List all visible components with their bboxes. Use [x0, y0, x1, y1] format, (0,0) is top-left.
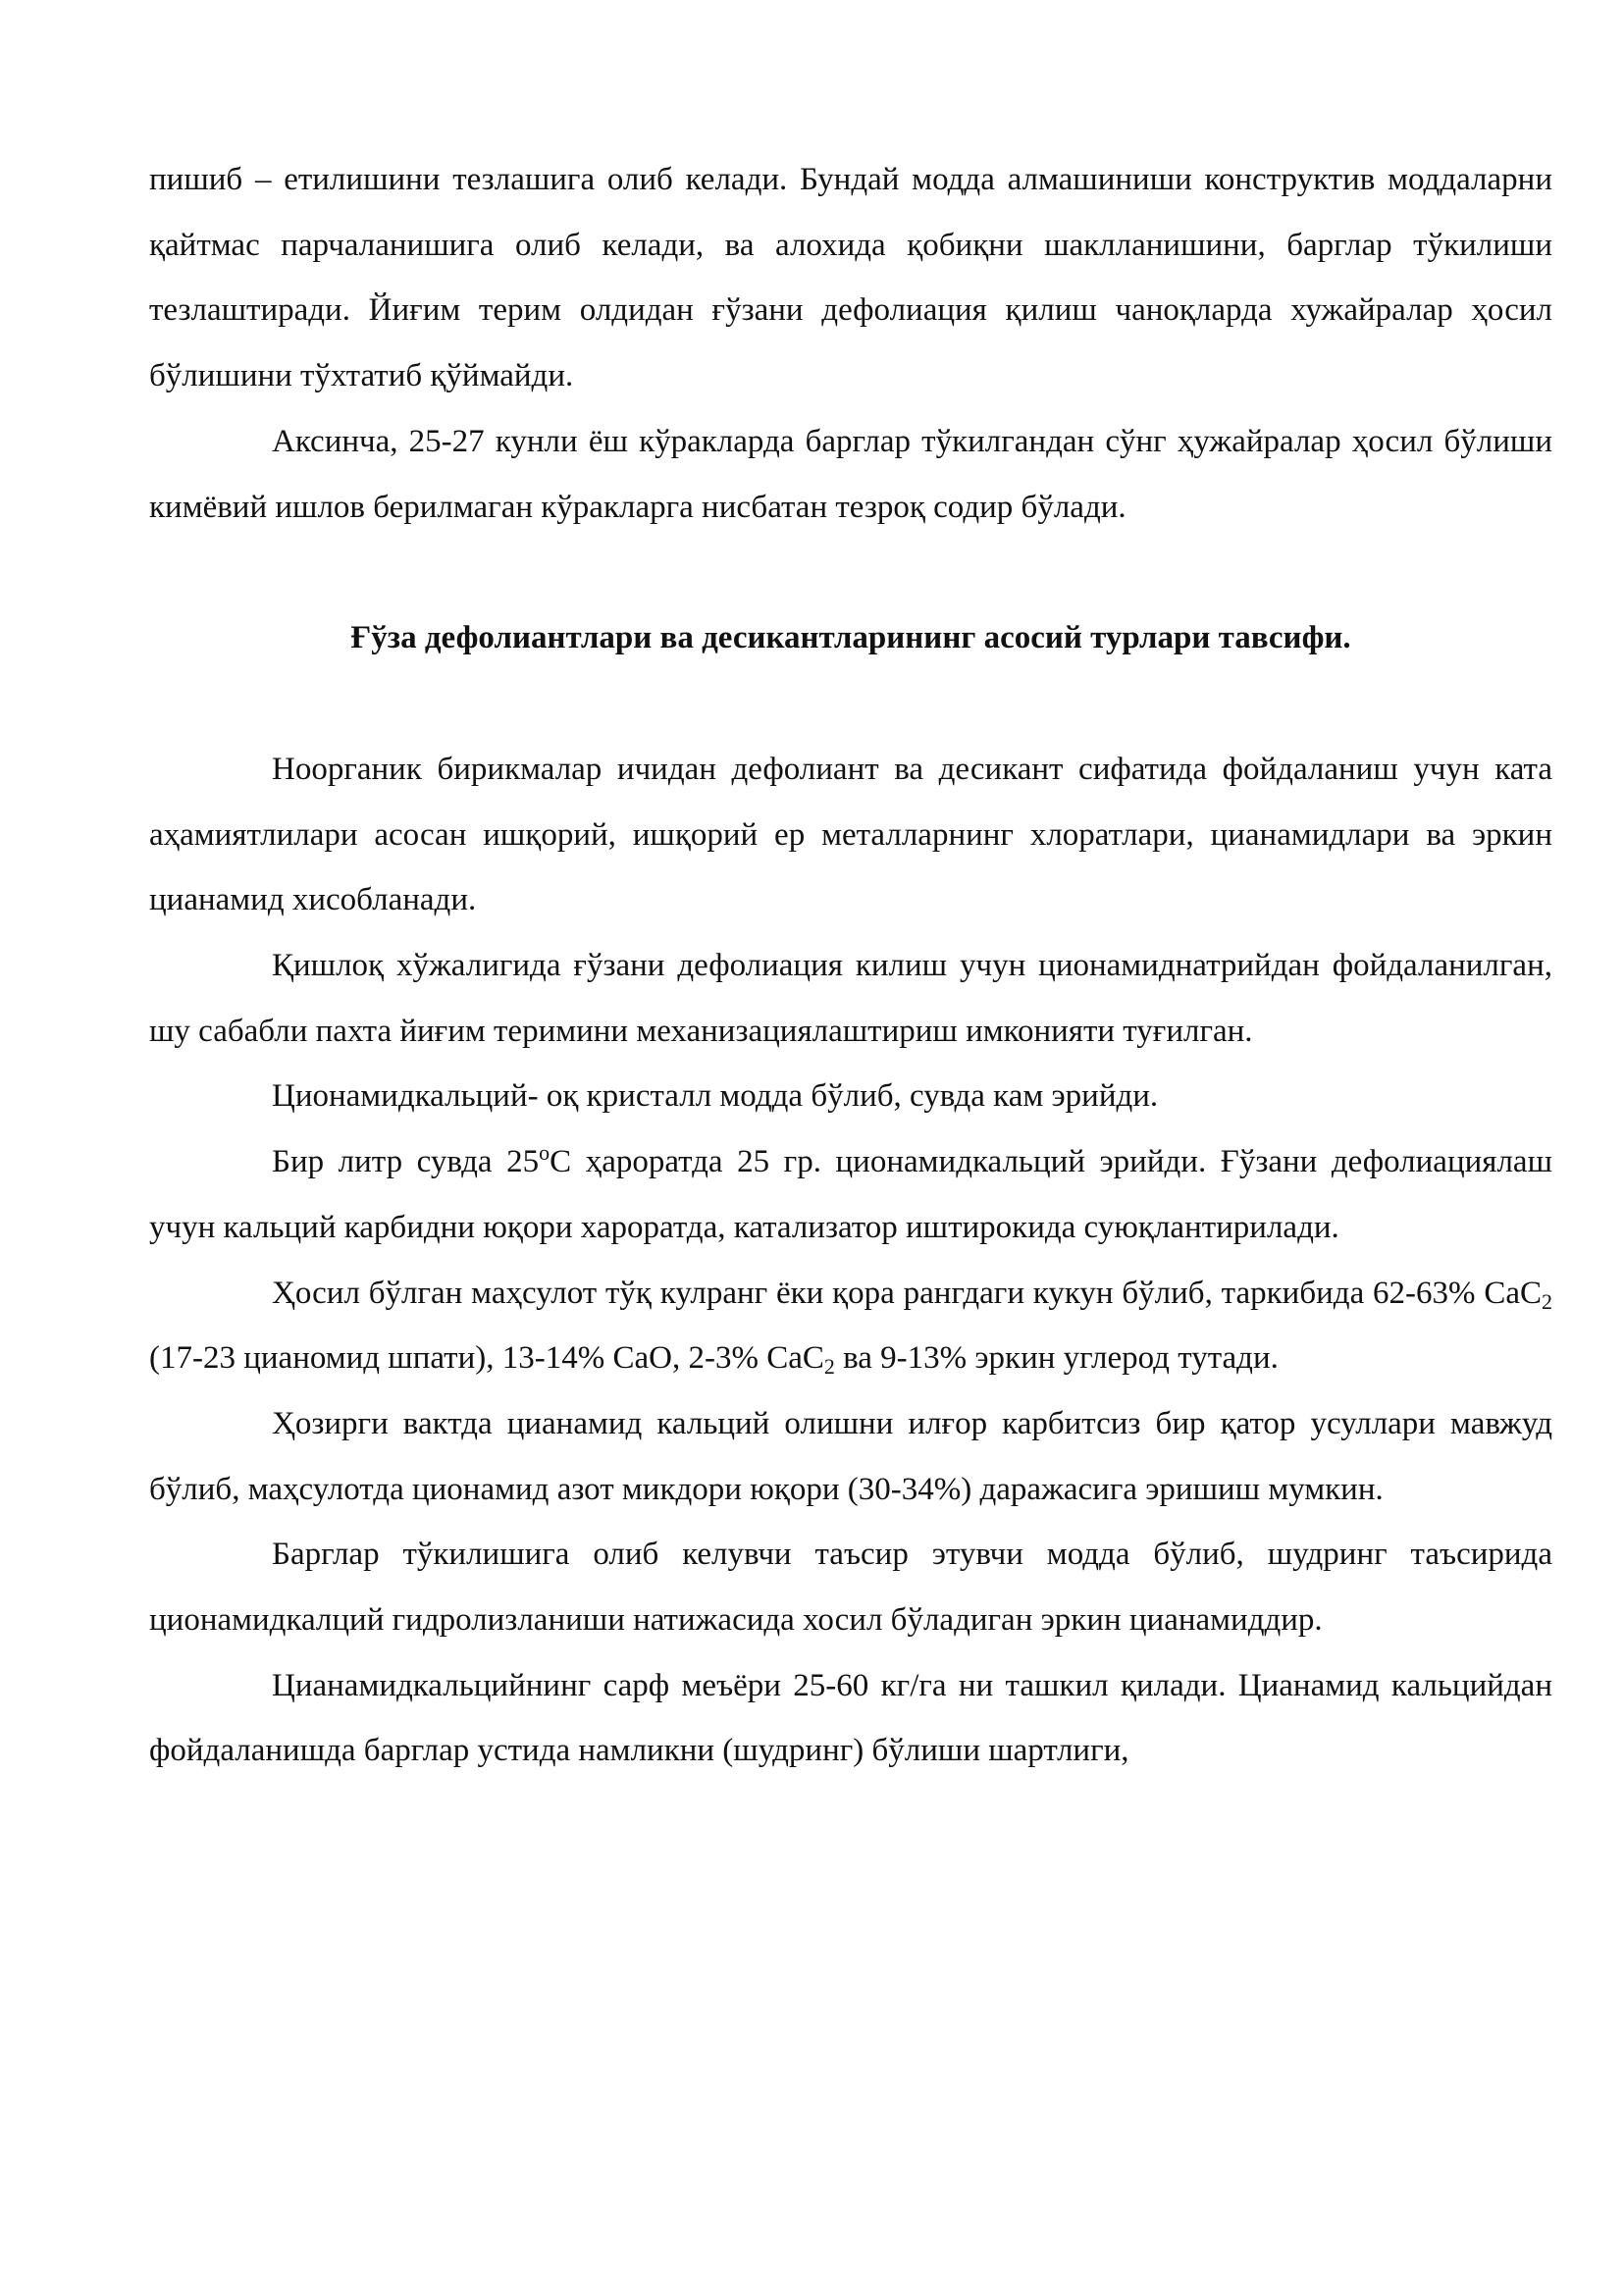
degree-superscript: o [539, 1140, 550, 1166]
paragraph-4: Қишлоқ хўжалигида ғўзани дефолиация килиш учун ционамиднатрийдан фойдаланилган, шу сабабли пахта йиғим теримини механизациялаштириш имконияти туғилган. [149, 948, 1552, 1049]
paragraph-7-text-b: (17-23 цианомид шпати), 13-14% СаО, 2-3% СаС [149, 1340, 824, 1377]
paragraph-10: Цианамидкальцийнинг сарф меъёри 25-60 кг/га ни ташкил қилади. Цианамид кальцийдан фойдаланишда барглар устида намликни (шудринг) бўлиши шартлиги, [149, 1667, 1552, 1769]
paragraph-6-text-b: С ҳароратда 25 гр. ционамидкальций эрийди. Ғўзани дефолиациялаш учун кальций карбидни юқори хароратда, катализатор иштирокида суюқлантирилади. [149, 1144, 1552, 1245]
paragraph-6 [149, 1129, 1552, 1260]
paragraph-8: Ҳозирги вактда цианамид кальций олишни илғор карбитсиз бир қатор усуллари мавжуд бўлиб, маҳсулотда ционамид азот микдори юқори (30-34%) даражасига эришиш мумкин. [149, 1405, 1552, 1507]
subscript-2: 2 [1542, 1288, 1552, 1314]
spacer [149, 540, 1552, 605]
subscript-2: 2 [823, 1354, 835, 1380]
spacer [149, 671, 1552, 737]
section-heading: Ғўза дефолиантлари ва десикантларининг асосий турлари тавсифи. [350, 620, 1351, 656]
paragraph-5: Ционамидкальций- оқ кристалл модда бўлиб, сувда кам эрийди. [272, 1078, 1159, 1115]
paragraph-6-text-a: Бир литр сувда 25 [272, 1144, 540, 1180]
paragraph-3: Ноорганик бирикмалар ичидан дефолиант ва десикант сифатида фойдаланиш учун ката аҳамиятлилари асосан ишқорий, ишқорий ер металларнинг хлоратлари, цианамидлари ва эркин цианамид хисобланади. [149, 751, 1552, 918]
paragraph-7-text-c: ва 9-13% эркин углерод тутади. [834, 1340, 1279, 1377]
paragraph-9: Барглар тўкилишига олиб келувчи таъсир этувчи модда бўлиб, шудринг таъсирида ционамидкалций гидролизланиши натижасида хосил бўладиган эркин цианамиддир. [149, 1537, 1552, 1639]
paragraph-2: Аксинча, 25-27 кунли ёш кўракларда барглар тўкилгандан сўнг ҳужайралар ҳосил бўлиши кимёвий ишлов берилмаган кўракларга нисбатан тезроқ содир бўлади. [149, 423, 1552, 525]
paragraph-7-text-a: Ҳосил бўлган маҳсулот тўқ кулранг ёки қора рангдаги кукун бўлиб, таркибида 62-63% СаС [272, 1275, 1542, 1311]
document-page [149, 147, 1552, 1784]
paragraph-1: пишиб – етилишини тезлашига олиб келади. Бундай модда алмашиниши конструктив моддаларни қайтмас парчаланишига олиб келади, ва алохида қобиқни шаклланишини, барглар тўкилиши тезлаштиради. Йиғим терим олдидан ғўзани дефолиация қилиш чаноқларда хужайралар ҳосил бўлишини тўхтатиб қўймайди. [149, 162, 1552, 394]
paragraph-7 [149, 1261, 1552, 1391]
